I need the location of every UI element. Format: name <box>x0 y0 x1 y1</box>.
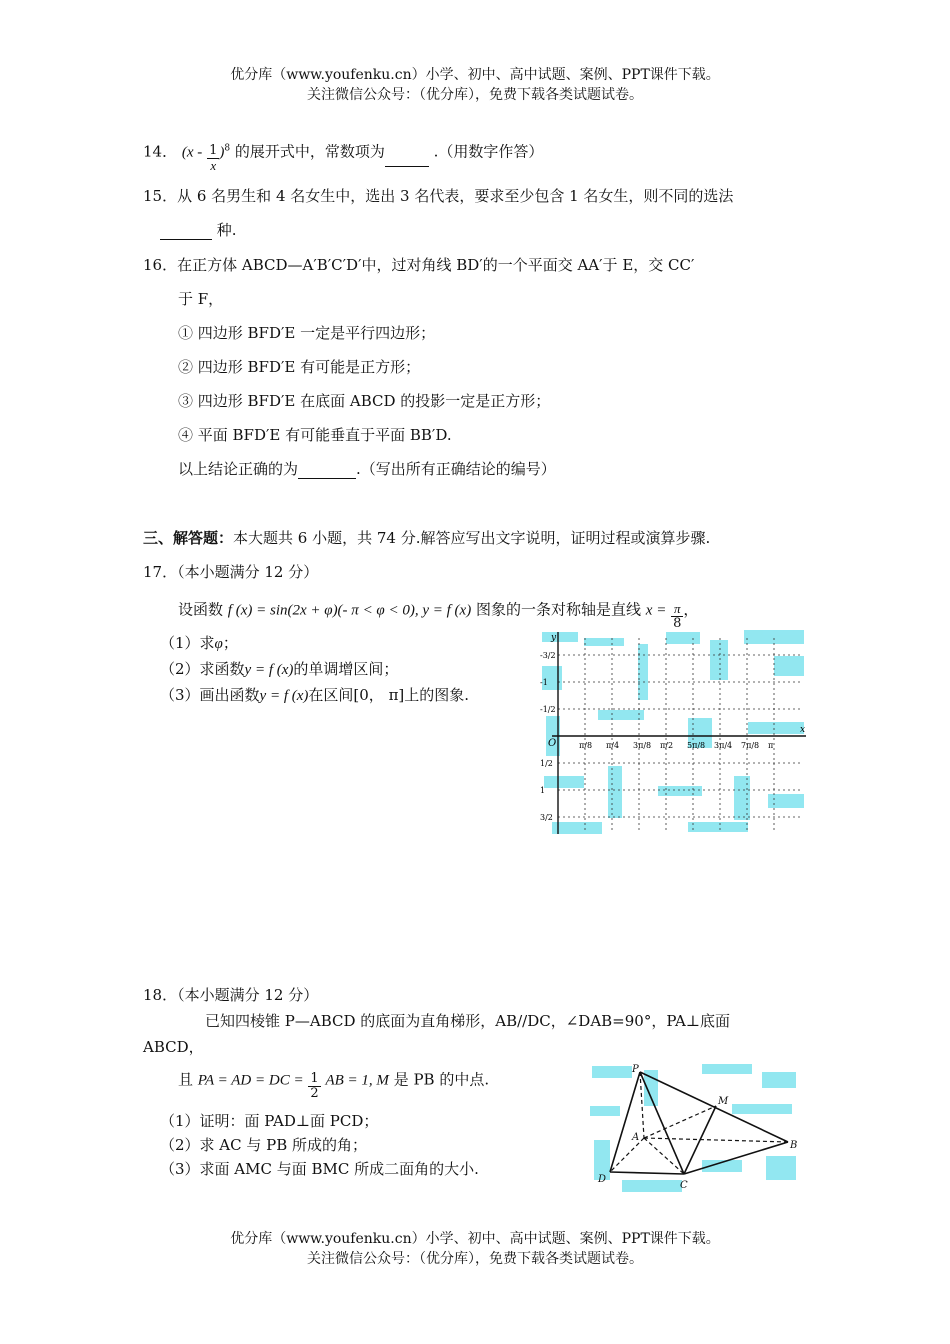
q17-graph-grid <box>538 626 814 840</box>
q14-fraction <box>207 144 219 173</box>
q17-score: （本小题满分 12 分） <box>177 563 319 581</box>
watermark <box>542 630 804 834</box>
q15-text: 从 6 名男生和 4 名女生中，选出 3 名代表，要求至少包含 1 名女生，则不同的选法 <box>177 187 734 205</box>
section-3-text: 本大题共 6 小题，共 74 分.解答应写出文字说明，证明过程或演算步骤. <box>233 529 711 547</box>
y-tick-label: -3/2 <box>540 651 556 660</box>
x-tick-label: π/8 <box>579 741 593 750</box>
question-14 <box>143 138 543 172</box>
q17-stem-a: 设函数 <box>178 600 224 619</box>
question-15-cont <box>160 220 237 240</box>
x-tick-label: π/2 <box>660 741 674 750</box>
q17-part-1-tail: ； <box>222 634 238 652</box>
label-B: B <box>790 1140 798 1151</box>
edge-AM <box>644 1106 716 1138</box>
y-tick-label: -1 <box>540 678 548 687</box>
q17-axis-lhs: x = <box>645 602 667 619</box>
q15-answer-blank[interactable] <box>160 223 212 240</box>
q17-part-1-formula: φ <box>214 636 223 652</box>
origin-label: O <box>548 738 557 749</box>
q17-stem-formula: f (x) = sin(2x + φ)(- π < φ < 0), y = f (x) <box>227 602 472 619</box>
q18-cond-a: 且 <box>178 1070 194 1089</box>
label-C: C <box>680 1180 688 1191</box>
q17-part-2-label: （2）求函数 <box>160 660 245 678</box>
x-tick-label: π <box>768 741 774 750</box>
q18-pyramid-figure <box>582 1060 804 1200</box>
grid-lines <box>558 638 800 832</box>
section-3-heading <box>143 528 710 548</box>
q18-cond-formula-2: AB = 1, M <box>325 1072 389 1089</box>
header-line-1: 优分库（www.youfenku.cn）小学、初中、高中试题、案例、PPT课件下载。 <box>230 67 720 83</box>
question-15 <box>143 186 733 206</box>
header-line-2: 关注微信公众号：（优分库），免费下载各类试题试卷。 <box>307 87 643 103</box>
x-tick-label: 5π/8 <box>687 741 706 750</box>
y-axis-label: y <box>551 633 557 643</box>
label-D: D <box>598 1174 607 1185</box>
q16-text: 在正方体 ABCD—A′B′C′D′中，过对角线 BD′的一个平面交 AA′于 E，交 CC′ <box>177 256 695 274</box>
label-P: P <box>632 1064 639 1075</box>
q17-part-1 <box>160 633 238 654</box>
edge-AB <box>644 1138 788 1142</box>
edge-AC <box>644 1138 684 1174</box>
q18-part-2: （2）求 AC 与 PB 所成的角； <box>160 1136 368 1154</box>
q14-number: 14． <box>143 142 178 161</box>
q18-frac-num: 1 <box>310 1071 319 1086</box>
q18-part-1: （1）证明：面 PAD⊥面 PCD； <box>160 1112 379 1130</box>
q18-stem-line-2: ABCD， <box>143 1038 204 1056</box>
label-A: A <box>632 1132 640 1143</box>
x-tick-label: π/4 <box>606 741 620 750</box>
q16-conclusion <box>178 459 556 479</box>
q16-conclusion-b: .（写出所有正确结论的编号） <box>356 460 556 478</box>
q14-frac-den: x <box>210 158 217 173</box>
question-16 <box>143 255 694 275</box>
q17-part-3-label: （3）画出函数 <box>160 686 260 704</box>
q14-frac-num: 1 <box>209 143 218 158</box>
footer-line-1: 优分库（www.youfenku.cn）小学、初中、高中试题、案例、PPT课件下载。 <box>230 1231 720 1247</box>
q17-stem <box>178 596 699 631</box>
section-3-label: 三、解答题： <box>143 529 234 547</box>
q18-number: 18． <box>143 986 178 1004</box>
q17-axis-den: 8 <box>673 616 682 631</box>
q14-expr-open: (x - <box>181 144 203 161</box>
y-tick-label: 1/2 <box>540 759 553 768</box>
q14-exponent: 8 <box>224 143 231 154</box>
q18-cond-formula: PA = AD = DC = <box>197 1072 304 1089</box>
q18-score: （本小题满分 12 分） <box>177 986 319 1004</box>
q14-text-a: 的展开式中，常数项为 <box>234 142 385 161</box>
q15-tail: 种. <box>216 221 237 239</box>
q17-stem-b: 图象的一条对称轴是直线 <box>475 600 641 619</box>
x-tick-label: 7π/8 <box>741 741 760 750</box>
q17-part-3-tail: 在区间[0， π]上的图象. <box>308 686 470 704</box>
q16-item-3: ③ 四边形 BFD′E 在底面 ABCD 的投影一定是正方形； <box>178 392 551 410</box>
q16-item-2: ② 四边形 BFD′E 有可能是正方形； <box>178 358 421 376</box>
question-18-header <box>143 985 318 1005</box>
q17-number: 17． <box>143 563 178 581</box>
q15-number: 15． <box>143 187 178 205</box>
q16-answer-blank[interactable] <box>298 462 356 479</box>
q17-axis-num: π <box>671 602 683 617</box>
q18-cond-b: 是 PB 的中点. <box>393 1070 490 1089</box>
x-tick-label: 3π/8 <box>633 741 652 750</box>
q18-part-3: （3）求面 AMC 与面 BMC 所成二面角的大小. <box>160 1160 479 1178</box>
q17-stem-end: ， <box>683 600 699 619</box>
q17-part-2-formula: y = f (x) <box>244 662 294 678</box>
q16-conclusion-a: 以上结论正确的为 <box>178 460 299 478</box>
y-tick-label: -1/2 <box>540 705 556 714</box>
q17-part-3 <box>160 685 469 706</box>
q17-part-2 <box>160 659 398 680</box>
edge-DC <box>610 1172 684 1174</box>
x-axis-label: x <box>800 725 806 735</box>
q18-fraction <box>308 1072 320 1101</box>
q14-expr-close: ) <box>219 144 225 161</box>
x-tick-labels <box>579 741 773 750</box>
q16-item-1: ① 四边形 BFD′E 一定是平行四边形； <box>178 324 436 342</box>
q18-frac-den: 2 <box>310 1086 319 1101</box>
q14-answer-blank[interactable] <box>385 150 429 167</box>
footer-line-2: 关注微信公众号：（优分库），免费下载各类试题试卷。 <box>307 1251 643 1267</box>
label-M: M <box>718 1096 729 1107</box>
edge-PD <box>610 1072 640 1172</box>
q18-condition <box>178 1066 489 1100</box>
q16-item-4: ④ 平面 BFD′E 有可能垂直于平面 BB′D. <box>178 426 452 444</box>
q18-stem-line-1: 已知四棱锥 P—ABCD 的底面为直角梯形，AB//DC，∠DAB=90°，PA⊥底面 <box>205 1012 730 1030</box>
question-17-header <box>143 562 318 582</box>
q14-text-b: .（用数字作答） <box>433 142 544 161</box>
y-tick-label: 1 <box>540 786 546 795</box>
q17-part-3-formula: y = f (x) <box>259 688 309 704</box>
q16-number: 16． <box>143 256 178 274</box>
y-tick-label: 3/2 <box>540 813 553 822</box>
q17-part-2-tail: 的单调增区间； <box>293 660 399 678</box>
q17-part-1-label: （1）求 <box>160 634 215 652</box>
x-tick-label: 3π/4 <box>714 741 733 750</box>
q16-cont: 于 F， <box>178 290 224 308</box>
